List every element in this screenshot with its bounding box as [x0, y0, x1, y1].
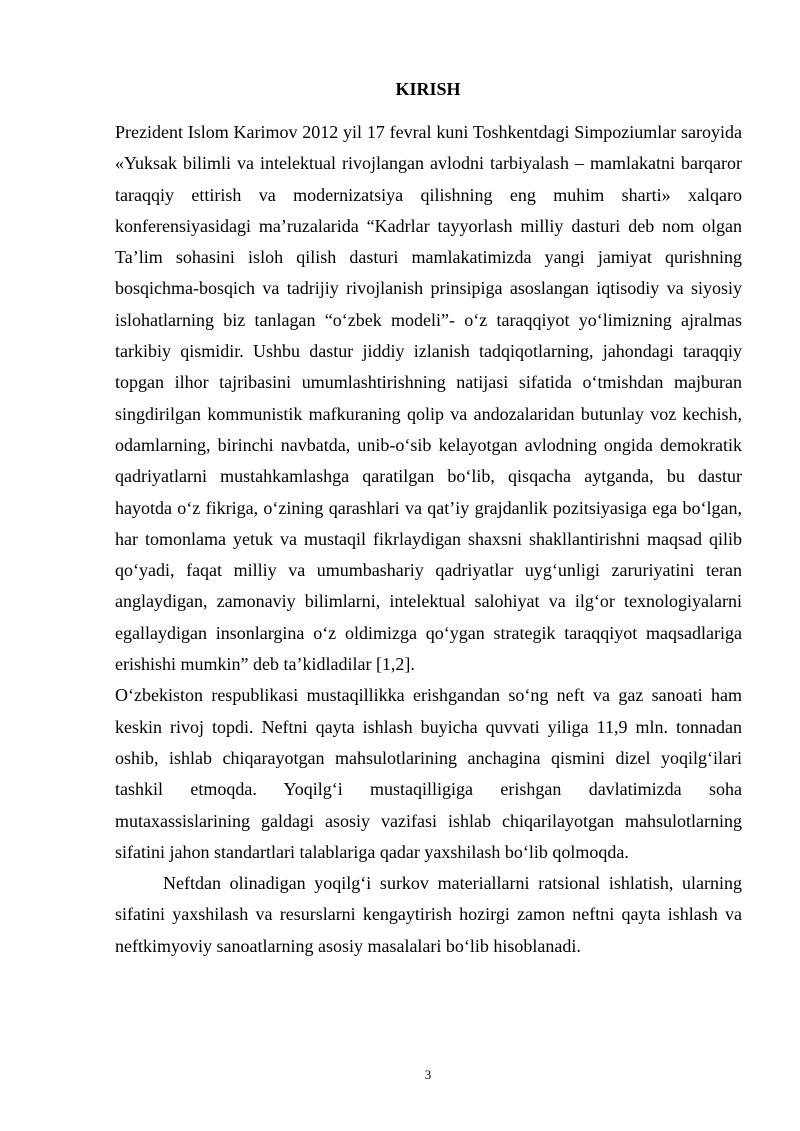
paragraph-fuel-materials: Neftdan olinadigan yoqilg‘i surkov materiallarni ratsional ishlatish, ularning sifatini yaxshilash va resurslarni kengaytirish hozirgi zamon neftni qayta ishlash va neftkimyoviy sanoatlarning asosiy masalalari bo‘lib hisoblanadi. [115, 873, 742, 956]
paragraph-oil-industry: O‘zbekiston respublikasi mustaqillikka erishgandan so‘ng neft va gaz sanoati ham keskin rivoj topdi. Neftni qayta ishlash buyicha quvvati yiliga 11,9 mln. tonnadan oshib, ishlab chiqarayotgan mahsulotlarining anchagina qismini dizel yoqilg‘ilari tashkil etmoqda. Yoqilg‘i mustaqilligiga erishgan davlatimizda soha mutaxassislarining galdagi asosiy vazifasi ishlab chiqarilayotgan mahsulotlarning sifatini jahon standartlari talablariga qadar yaxshilash bo‘lib qolmoqda. [115, 685, 742, 862]
paragraph-intro: Prezident Islom Karimov 2012 yil 17 fevral kuni Toshkentdagi Simpoziumlar saroyida «Yuksak bilimli va intelektual rivojlangan avlodni tarbiyalash – mamlakatni barqaror taraqqiy ettirish va modernizatsiya qilishning eng muhim sharti» xalqaro konferensiyasidagi ma’ruzalarida “Kadrlar tayyorlash milliy dasturi deb nom olgan Ta’lim sohasini isloh qilish dasturi mamlakatimizda yangi jamiyat qurishning bosqichma-bosqich va tadrijiy rivojlanish prinsipiga asoslangan iqtisodiy va siyosiy islohatlarning biz tanlagan “o‘zbek modeli”- o‘z taraqqiyot yo‘limizning ajralmas tarkibiy qismidir. Ushbu dastur jiddiy izlanish tadqiqotlarning, jahondagi taraqqiy topgan ilhor tajribasini umumlashtirishning natijasi sifatida o‘tmishdan majburan singdirilgan kommunistik mafkuraning qolip va andozalaridan butunlay voz kechish, odamlarning, birinchi navbatda, unib-o‘sib kelayotgan avlodning ongida demokratik qadriyatlarni mustahkamlashga qaratilgan bo‘lib, qisqacha aytganda, bu dastur hayotda o‘z fikriga, o‘zining qarashlari va qat’iy grajdanlik pozitsiyasiga ega bo‘lgan, har tomonlama yetuk va mustaqil fikrlaydigan shaxsni shakllantirishni maqsad qilib qo‘yadi, faqat milliy va umumbashariy qadriyatlar uyg‘unligi zaruriyatini teran anglaydigan, zamonaviy bilimlarni, intelektual salohiyat va ilg‘or texnologiyalarni egallaydigan insonlargina o‘z oldimizga qo‘ygan strategik taraqqiyot maqsadlariga erishishi mumkin” deb ta’kidladilar [1,2]. [115, 122, 742, 675]
body-text [115, 117, 742, 962]
page-number: 3 [424, 1067, 432, 1082]
page-title: KIRISH [395, 79, 461, 99]
